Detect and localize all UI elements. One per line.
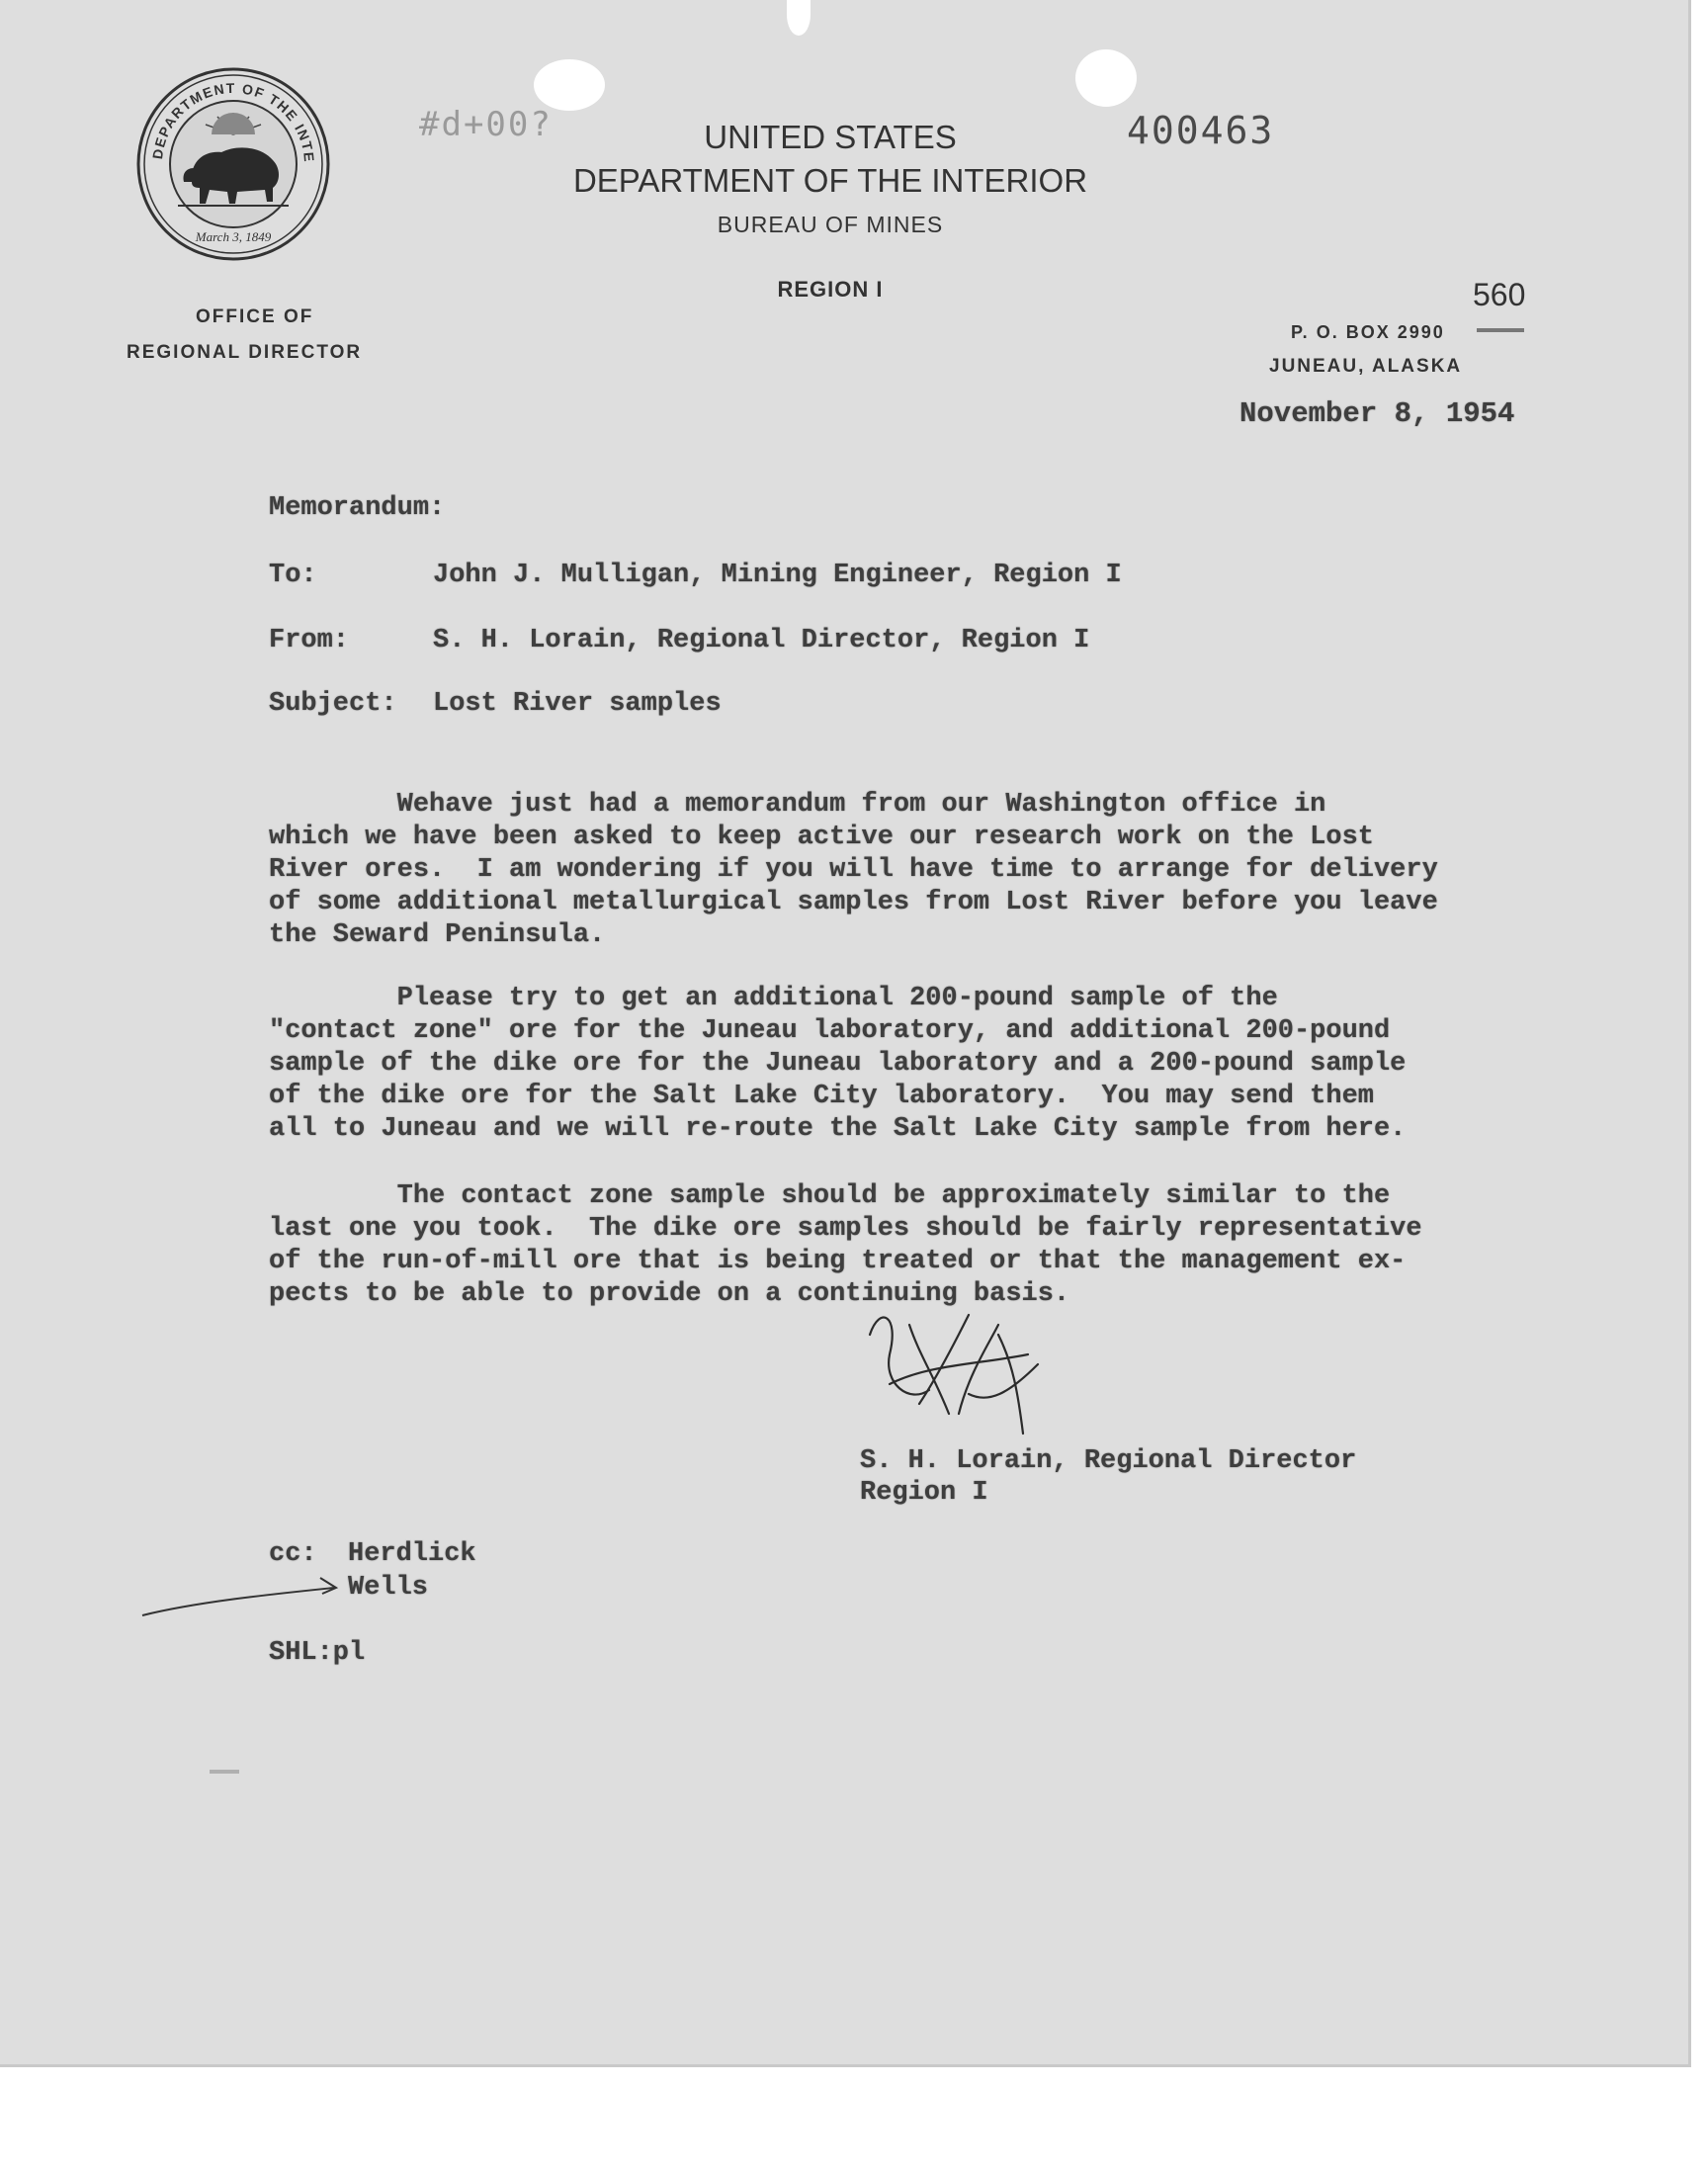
signature-name: S. H. Lorain, Regional Director	[860, 1446, 1357, 1476]
seal-legend: DEPARTMENT OF THE INTE	[149, 79, 318, 164]
paragraph-line: The contact zone sample should be approximately similar to the	[269, 1181, 1391, 1211]
handwritten-signature	[850, 1295, 1068, 1443]
body-paragraph-1	[269, 789, 1494, 952]
department-seal	[134, 65, 332, 263]
paragraph-line: last one you took. The dike ore samples should be fairly representative	[269, 1214, 1422, 1244]
letterhead-line1: UNITED STATES	[704, 119, 957, 155]
stamped-number-left: #d+00?	[419, 105, 553, 144]
paragraph-line: Please try to get an additional 200-pound sample of the	[269, 984, 1278, 1013]
paragraph-line: of the run-of-mill ore that is being treated or that the management ex-	[269, 1247, 1407, 1276]
subject-value: Lost River samples	[433, 689, 722, 719]
address-line2: JUNEAU, ALASKA	[1269, 356, 1463, 377]
paragraph-line: of some additional metallurgical samples from Lost River before you leave	[269, 888, 1438, 917]
buffalo-seal-icon	[134, 65, 332, 263]
handwritten-arrow-icon	[138, 1572, 346, 1631]
seal-date: March 3, 1849	[195, 229, 272, 244]
paragraph-line: Wehave just had a memorandum from our Washington office in	[269, 790, 1326, 820]
body-paragraph-3	[269, 1180, 1494, 1311]
punch-hole-right	[1075, 49, 1137, 107]
office-line2: REGIONAL DIRECTOR	[127, 342, 363, 363]
paragraph-line: River ores. I am wondering if you will have time to arrange for delivery	[269, 855, 1438, 885]
paragraph-line: sample of the dike ore for the Juneau laboratory and a 200-pound sample	[269, 1049, 1407, 1079]
redaction-mark	[1477, 328, 1524, 332]
cc-name: Wells	[348, 1573, 429, 1603]
letterhead-line2: DEPARTMENT OF THE INTERIOR	[572, 162, 1088, 199]
cc-name: Herdlick	[348, 1539, 476, 1569]
memo-date: November 8, 1954	[1239, 397, 1515, 430]
to-label: To:	[269, 561, 317, 590]
address-line1: P. O. BOX 2990	[1291, 322, 1445, 342]
office-line1: OFFICE OF	[196, 306, 314, 327]
cc-label: cc:	[269, 1539, 317, 1569]
punch-hole-left	[534, 59, 605, 111]
paragraph-line: all to Juneau and we will re-route the Salt Lake City sample from here.	[269, 1114, 1407, 1144]
letterhead-line3: BUREAU OF MINES	[717, 212, 944, 237]
subject-label: Subject:	[269, 689, 397, 719]
from-value: S. H. Lorain, Regional Director, Region I	[433, 626, 1090, 655]
stamped-number-right: 400463	[1127, 109, 1275, 152]
to-value: John J. Mulligan, Mining Engineer, Region I	[433, 561, 1122, 590]
punch-notch	[787, 0, 811, 36]
paragraph-line: pects to be able to provide on a continuing basis.	[269, 1279, 1070, 1309]
paragraph-line: the Seward Peninsula.	[269, 920, 606, 950]
page-number: 560	[1473, 277, 1526, 312]
typist-initials: SHL:pl	[269, 1638, 366, 1668]
margin-mark	[210, 1770, 239, 1774]
letterhead-region: REGION I	[777, 277, 884, 302]
paragraph-line: which we have been asked to keep active our research work on the Lost	[269, 823, 1374, 852]
paragraph-line: of the dike ore for the Salt Lake City laboratory. You may send them	[269, 1082, 1374, 1111]
signature-region: Region I	[860, 1478, 988, 1508]
body-paragraph-2	[269, 983, 1494, 1146]
memo-heading: Memorandum:	[269, 493, 446, 523]
paragraph-line: "contact zone" ore for the Juneau laboratory, and additional 200-pound	[269, 1016, 1391, 1046]
from-label: From:	[269, 626, 350, 655]
